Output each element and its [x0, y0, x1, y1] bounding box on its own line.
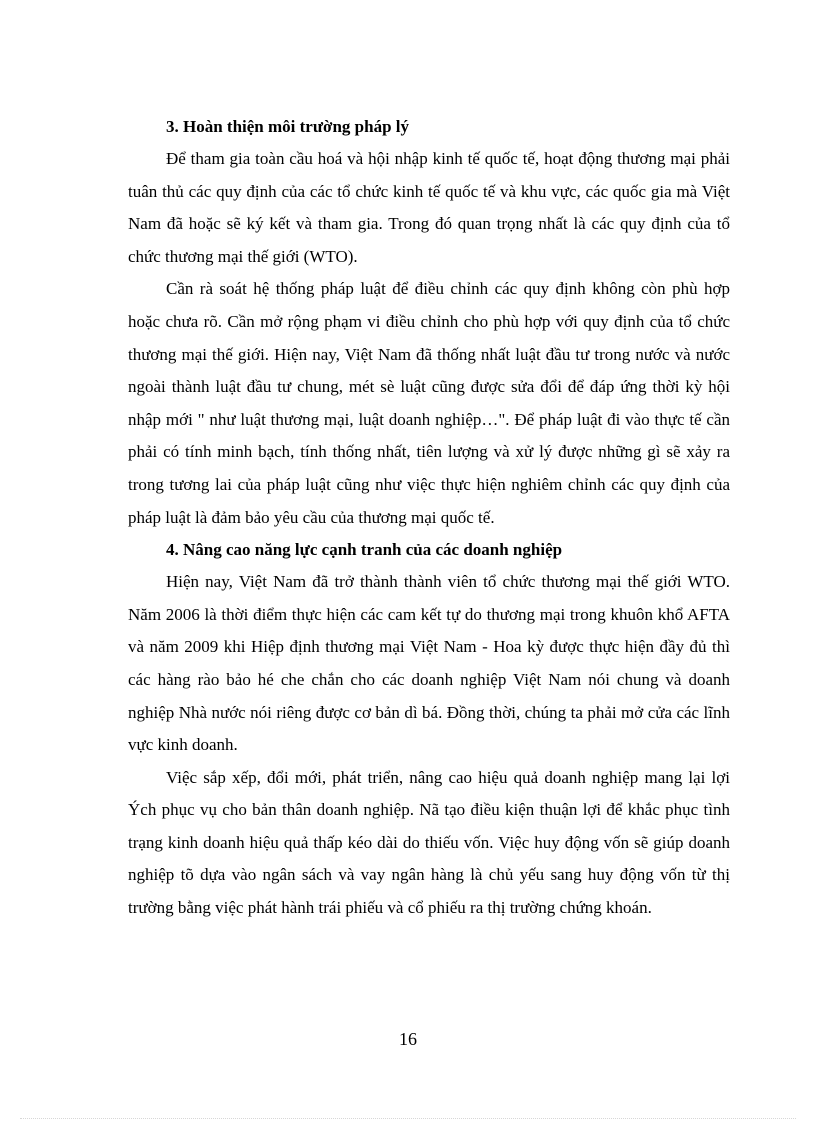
section-3-paragraph-2: Cần rà soát hệ thống pháp luật để điều chỉnh các quy định không còn phù hợp hoặc chưa rõ. Cần mở rộng phạm vi điều chỉnh cho phù hợp với quy định của tổ chức thương mại thế giới. Hiện nay, Việt Nam đã thống nhất luật đầu tư trong nước và nước ngoài thành luật đầu tư chung, mét sè luật cũng được sửa đổi để đáp ứng thời kỳ hội nhập mới " như luật thương mại, luật doanh nghiệp…". Để pháp luật đi vào thực tế cần phải có tính minh bạch, tính thống nhất, tiên lượng và xử lý được những gì sẽ xảy ra trong tương lai của pháp luật cũng như việc thực hiện nghiêm chỉnh các quy định của pháp luật là đảm bảo yêu cầu của thương mại quốc tế.: [128, 279, 730, 527]
section-4-heading: 4. Nâng cao năng lực cạnh tranh của các doanh nghiệp: [166, 540, 563, 560]
section-3-paragraph-1: Để tham gia toàn cầu hoá và hội nhập kinh tế quốc tế, hoạt động thương mại phải tuân thủ các quy định của các tổ chức kinh tế quốc tế và khu vực, các quốc gia mà Việt Nam đã hoặc sẽ ký kết và tham gia. Trong đó quan trọng nhất là các quy định của tổ chức thương mại thế giới (WTO).: [128, 149, 730, 266]
section-4-paragraph-1: Hiện nay, Việt Nam đã trở thành thành viên tổ chức thương mại thế giới WTO. Năm 2006 là thời điểm thực hiện các cam kết tự do thương mại trong khuôn khổ AFTA và năm 2009 khi Hiệp định thương mại Việt Nam - Hoa kỳ được thực hiện đầy đủ thì các hàng rào bảo hé che chắn cho các doanh nghiệp Việt Nam nói chung và doanh nghiệp Nhà nước nói riêng được cơ bản dì bá. Đồng thời, chúng ta phải mở cửa các lĩnh vực kinh doanh.: [128, 572, 730, 755]
section-4-paragraph-2: Việc sắp xếp, đổi mới, phát triển, nâng cao hiệu quả doanh nghiệp mang lại lợi Ých phục vụ cho bản thân doanh nghiệp. Nã tạo điều kiện thuận lợi để khắc phục tình trạng kinh doanh hiệu quả thấp kéo dài do thiếu vốn. Việc huy động vốn sẽ giúp doanh nghiệp tõ dựa vào ngân sách và vay ngân hàng là chủ yếu sang huy động vốn từ thị trường bằng việc phát hành trái phiếu và cổ phiếu ra thị trường chứng khoán.: [128, 767, 730, 918]
page-number: 16: [399, 1029, 417, 1049]
section-3-heading: 3. Hoàn thiện môi trường pháp lý: [166, 117, 410, 136]
page-bottom-divider: [20, 1118, 796, 1119]
page-content: [128, 111, 730, 925]
